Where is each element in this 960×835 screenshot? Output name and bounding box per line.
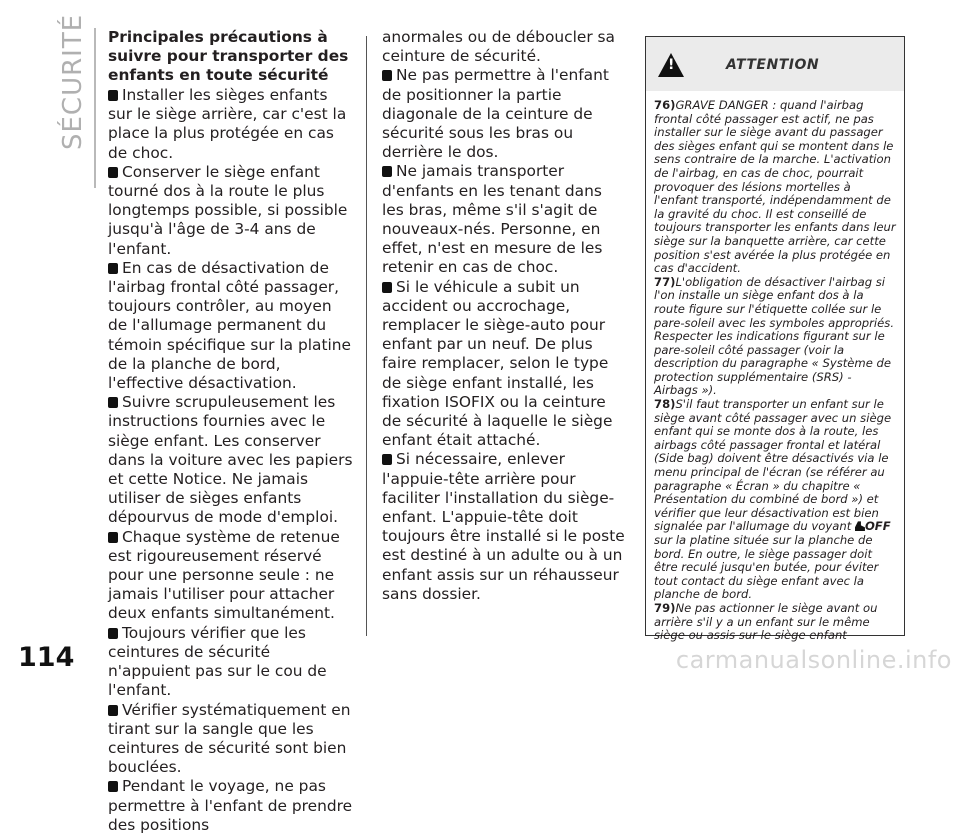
- list-item-text: Ne pas permettre à l'enfant de positionner la partie diagonale de la ceinture de sécurité sous les bras ou derrière le dos.: [382, 66, 609, 162]
- note-number: 77): [654, 274, 676, 289]
- warning-header: [646, 37, 904, 91]
- bullet-icon: [108, 167, 118, 178]
- warning-title: ATTENTION: [726, 57, 820, 73]
- column-middle: [382, 28, 628, 604]
- warning-triangle-icon: !: [658, 53, 684, 77]
- list-item-text: Installer les sièges enfants sur le siège arrière, car c'est la place la plus protégée en cas de choc.: [108, 86, 347, 162]
- list-item: [108, 86, 353, 163]
- note-text: sur la platine située sur la planche de bord. En outre, le siège passager doit être reculé jusqu'en butée, pour éviter tout contact du siège enfant avec la planche de bord.: [654, 533, 879, 602]
- list-item: [108, 163, 353, 259]
- list-item-text: Suivre scrupuleusement les instructions fournies avec le siège enfant. Les conserver dans la voiture avec les papiers et cette Notice. Ne jamais utiliser de sièges enfants dépourvus de mode d'emploi.: [108, 393, 353, 527]
- section-heading: Principales précautions à suivre pour transporter des enfants en toute sécurité: [108, 28, 349, 84]
- note-number: 76): [654, 98, 676, 112]
- warning-box: [645, 36, 905, 643]
- bullet-icon: [382, 282, 392, 293]
- off-label: OFF: [864, 519, 891, 534]
- column-left: [108, 28, 353, 835]
- list-item-text: Ne jamais transporter d'enfants en les tenant dans les bras, même s'il s'agit de nouveaux-nés. Personne, en effet, n'est en mesure de les retenir en cas de choc.: [382, 162, 603, 277]
- watermark: carmanualsonline.info: [675, 646, 952, 674]
- list-item: [382, 162, 628, 277]
- bullet-icon: [108, 705, 118, 716]
- list-item-text: Si le véhicule a subit un accident ou accrochage, remplacer le siège-auto pour enfant par un neuf. De plus faire remplacer, selon le type de siège enfant installé, les fixation ISOFIX ou la ceinture de sécurité à laquelle le siège enfant était attaché.: [382, 277, 613, 450]
- note-text: GRAVE DANGER : quand l'airbag frontal côté passager est actif, ne pas installer sur le siège avant du passager des sièges enfant qui se montent dans le sens contraire de la marche. L'activation de l'airbag, en cas de choc, pourrait provoquer des lésions mortelles à l'enfant transporté, indépendamment de la gravité du choc. Il est conseillé de toujours transporter les enfants dans leur siège sur la banquette arrière, car cette position s'est avérée la plus protégée en cas d'accident.: [654, 98, 896, 276]
- list-item: [108, 701, 353, 778]
- column-divider: [366, 36, 367, 636]
- warning-body: [646, 91, 904, 643]
- bullet-icon: [108, 781, 118, 792]
- list-item-text: Vérifier systématiquement en tirant sur la sangle que les ceintures de sécurité sont bien bouclées.: [108, 700, 351, 777]
- list-item: [382, 450, 628, 604]
- list-item: [108, 777, 353, 835]
- list-item-text: Chaque système de retenue est rigoureusement réservé pour une personne seule : ne jamais l'utiliser pour attacher deux enfants simultanément.: [108, 527, 340, 623]
- list-item: [108, 624, 353, 701]
- bullet-icon: [108, 263, 118, 274]
- list-item: [108, 259, 353, 393]
- bullet-icon: [382, 166, 392, 177]
- warning-note: [654, 99, 898, 276]
- list-item-text: Pendant le voyage, ne pas permettre à l'enfant de prendre des positions: [108, 777, 353, 834]
- list-item-text: Si nécessaire, enlever l'appuie-tête arrière pour faciliter l'installation du siège-enfant. L'appuie-tête doit toujours être installé si le poste est destiné à un adulte ou à un enfant assis sur un réhausseur sans dossier.: [382, 450, 625, 603]
- warning-note: [654, 276, 898, 398]
- list-item: [108, 528, 353, 624]
- list-item-text: Conserver le siège enfant tourné dos à la route le plus longtemps possible, si possible jusqu'à l'âge de 3-4 ans de l'enfant.: [108, 162, 348, 258]
- list-item: [382, 278, 628, 451]
- list-item-text: En cas de désactivation de l'airbag frontal côté passager, toujours contrôler, au moyen de l'allumage permanent du témoin spécifique sur la platine de la planche de bord, l'effective désactivation.: [108, 258, 352, 393]
- list-item: [382, 66, 628, 162]
- bullet-icon: [108, 532, 118, 543]
- bullet-icon: [382, 454, 392, 465]
- list-item: [108, 393, 353, 527]
- warning-note: [654, 602, 898, 643]
- bullet-icon: [108, 397, 118, 408]
- airbag-warning-light-icon: [855, 521, 865, 531]
- note-number: 79): [654, 600, 676, 615]
- section-title: SÉCURITÉ: [58, 13, 88, 150]
- warning-note: [654, 398, 898, 602]
- bullet-icon: [108, 628, 118, 639]
- bullet-icon: [382, 70, 392, 81]
- note-text: Ne pas actionner le siège avant ou arrière s'il y a un enfant sur le même siège ou assis sur le siège enfant: [654, 600, 878, 643]
- continuation-text: anormales ou de déboucler sa ceinture de sécurité.: [382, 28, 615, 66]
- bullet-icon: [108, 90, 118, 101]
- page-number: 114: [18, 642, 75, 673]
- note-text: L'obligation de désactiver l'airbag si l'on installe un siège enfant dos à la route figure sur l'étiquette collée sur le pare-soleil avec les symboles appropriés. Respecter les indications figurant sur le pare-soleil côté passager (voir la description du paragraphe « Système de protection supplémentaire (SRS) - Airbags »).: [654, 274, 895, 398]
- note-text: S'il faut transporter un enfant sur le siège avant côté passager avec un siège enfant qui se monte dos à la route, les airbags côté passager frontal et latéral (Side bag) doivent être désactivés via le menu principal de l'écran (se référer au paragraphe « Écran » du chapitre « Présentation du combiné de bord ») et vérifier que leur désactivation est bien signalée par l'allumage du voyant: [654, 397, 892, 534]
- note-number: 78): [654, 397, 676, 412]
- list-item-text: Toujours vérifier que les ceintures de sécurité n'appuient pas sur le cou de l'enfant.: [108, 623, 327, 700]
